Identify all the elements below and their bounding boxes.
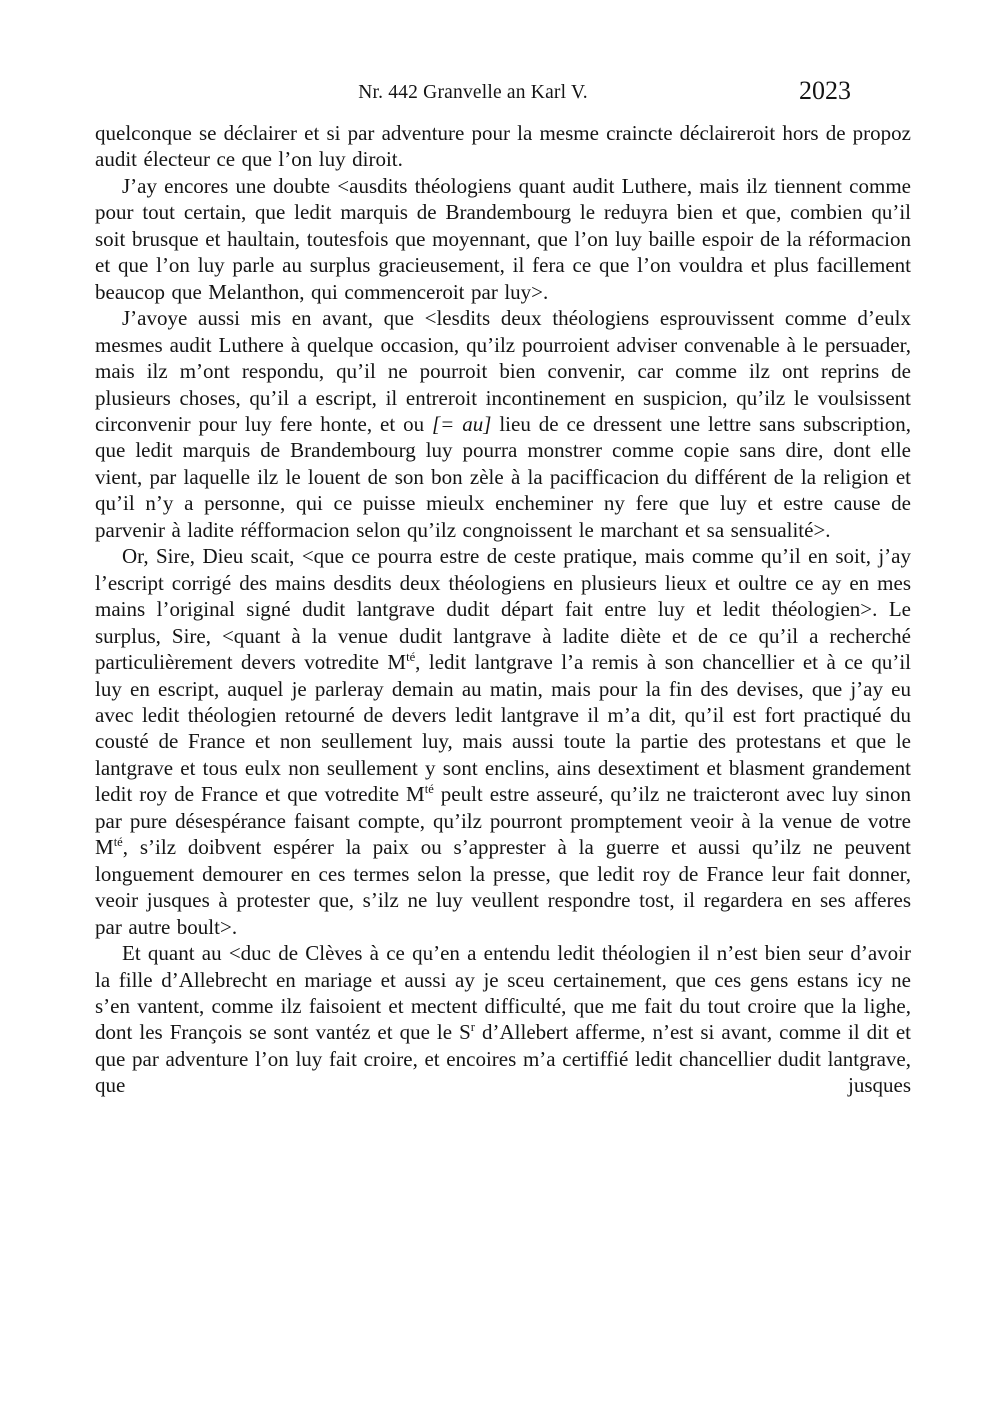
text-segment: d’Allebert afferme, n’est si avant, comme il dit et que par adventure l’on luy fait croire, et encoires m’a certiffié ledit chancellier dudit lantgrave, que jusques — [95, 1020, 911, 1098]
text-segment: J’avoye aussi mis en avant, que <lesdits deux théologiens esprouvissent comme d’eulx mesmes audit Luthere à quelque occasion, qu’ilz pourroient adviser convenable à le persuader, mais ilz m’ont respondu, qu’il ne pourroit bien convenir, car comme ilz ont reprins de plusieurs choses, qu’il a escript, il entreroit incontinement en suspicion, qu’ilz le voulsissent circonvenir pour luy fere honte, et ou — [95, 306, 911, 436]
paragraph — [95, 173, 911, 305]
text-segment: J’ay encores une doubte <ausdits théologiens quant audit Luthere, mais ilz tiennent comme pour tout certain, que ledit marquis de Brandembourg le reduyra bien et que, combien qu’il soit brusque et haultain, toutesfois que moyennant, que l’on luy baille espoir de la réformacion et que l’on luy parle au surplus gracieusement, il fera ce que l’on vouldra et plus facillement beaucop que Melanthon, qui commenceroit par luy>. — [95, 173, 911, 304]
text-segment: Or, Sire, Dieu scait, <que ce pourra estre de ceste pratique, mais comme qu’il en soit, j’ay l’escript corrigé des mains desdits deux théologiens en plusieurs lieux et oultre ce ay en mes mains l’original signé dudit lantgrave dudit départ fait entre luy et ledit théologien>. Le surplus, Sire, <quant à la venue dudit lantgrave à ladite diète et de ce qu’il a recherché particulièrement devers votredite M — [95, 544, 911, 675]
superscript-segment: r — [470, 1020, 475, 1035]
running-head — [95, 76, 911, 112]
text-segment: , s’ilz doibvent espérer la paix ou s’apprester à la guerre et aussi qu’ilz ne peuvent longuement demourer en ces termes selon la presse, que ledit roy de France leur fait donner, veoir jusques à protester que, s’ilz ne luy veullent respondre tost, il regardera en ses afferes par autre boult>. — [95, 835, 911, 939]
text-column — [95, 76, 911, 1099]
paragraph — [95, 543, 911, 940]
text-segment: , ledit lantgrave l’a remis à son chancellier et à ce qu’il luy en escript, auquel je parleray demain au matin, mais pour la fin des devises, que j’ay eu avec ledit théologien retourné de devers ledit lantgrave il m’a dit, qu’il est fort practiqué du cousté de France et non seullement luy, mais aussi toute la partie des protestans et que le lantgrave et tous eulx non seullement y sont enclins, ains desextiment et blasment grandement ledit roy de France et que votredite M — [95, 650, 911, 807]
superscript-segment: té — [406, 650, 416, 665]
page-body — [95, 120, 911, 1099]
text-segment: quelconque se déclairer et si par adventure pour la mesme craincte déclaireroit hors de propoz audit électeur ce que l’on luy diroit. — [95, 121, 911, 172]
text-segment: lieu de ce dressent une lettre sans subscription, que ledit marquis de Brandembourg luy pourra monstrer comme copie sans dire, dont elle vient, par laquelle ilz le louent de son bon zèle à la pacifficacion du différent de la religion et qu’il n’y a personne, qui ce puisse mieulx encheminer ny fere que luy et estre cause de parvenir à ladite réfformacion selon qu’ilz congnoissent le marchant et sa sensualité>. — [95, 411, 911, 542]
paragraph — [95, 940, 911, 1099]
page-number: 2023 — [799, 76, 851, 105]
italic-segment: [= au] — [432, 411, 492, 436]
running-head-title: Nr. 442 Granvelle an Karl V. — [358, 82, 588, 103]
superscript-segment: té — [113, 835, 123, 850]
superscript-segment: té — [424, 782, 434, 797]
paragraph — [95, 305, 911, 543]
text-segment: Et quant au <duc de Clèves à ce qu’en a entendu ledit théologien il n’est bien seur d’avoir la fille d’Allebrecht en mariage et aussi ay je sceu certainement, que ces gens estans icy ne s’en vantent, comme ilz faisoient et mectent difficulté, que me fait du tout croire que la lighe, dont les François se sont vantéz et que le S — [95, 941, 911, 1045]
paragraph — [95, 120, 911, 173]
text-segment: peult estre asseuré, qu’ilz ne traicteront avec luy sinon par pure désespérance faisant compte, qu’ilz pourront promptement veoir à la venue de votre M — [95, 782, 911, 860]
